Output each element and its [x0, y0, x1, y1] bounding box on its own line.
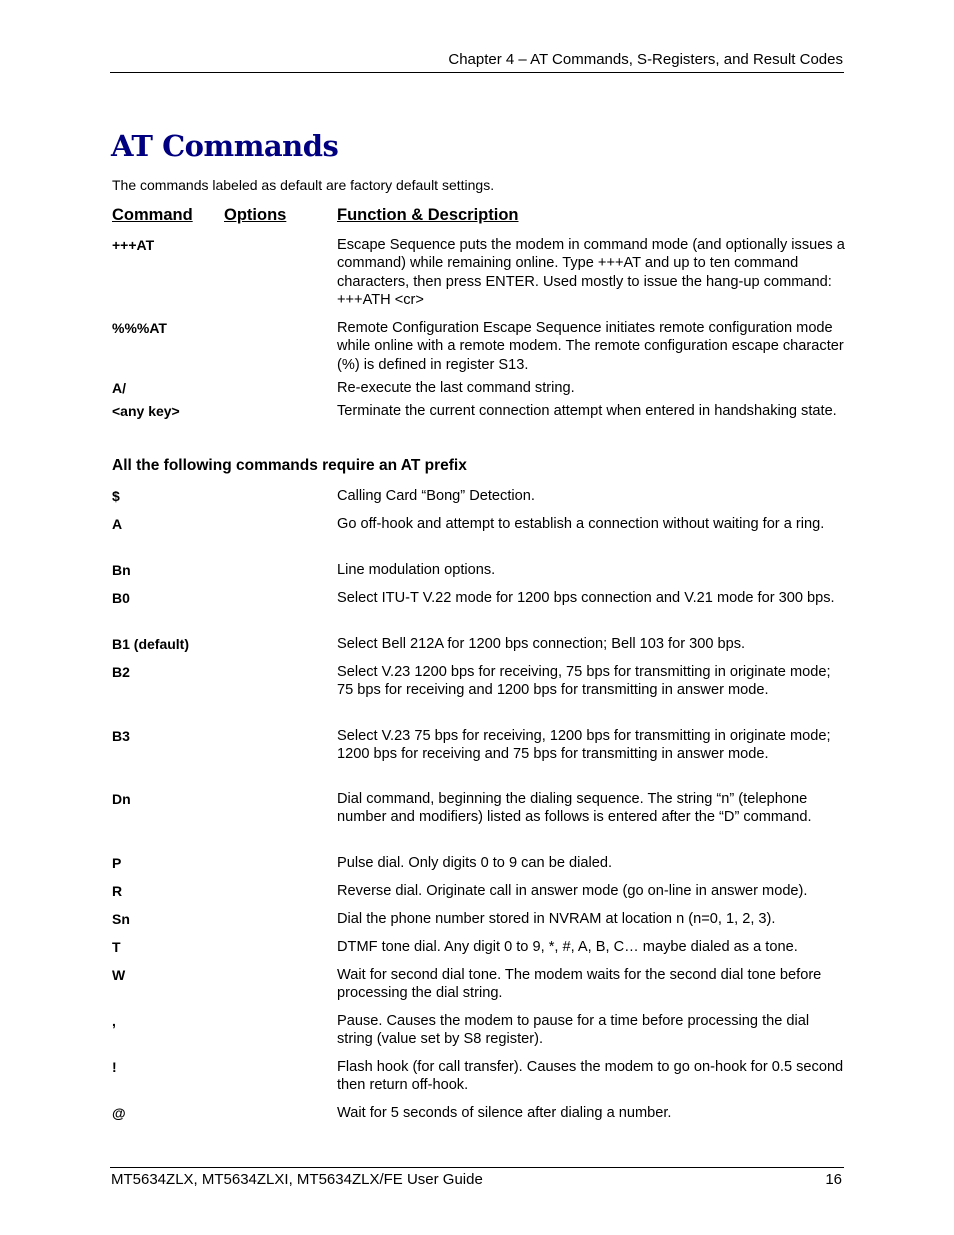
- page-title: AT Commands: [111, 129, 339, 163]
- command-name: <any key>: [112, 403, 180, 419]
- command-name: T: [112, 939, 121, 955]
- command-description: Select ITU-T V.22 mode for 1200 bps connection and V.21 mode for 300 bps.: [337, 590, 835, 606]
- command-description: DTMF tone dial. Any digit 0 to 9, *, #, A, B, C… maybe dialed as a tone.: [337, 939, 798, 955]
- command-name: $: [112, 488, 120, 504]
- command-description: Calling Card “Bong” Detection.: [337, 488, 535, 504]
- command-description: Select V.23 1200 bps for receiving, 75 bps for transmitting in originate mode; 75 bps for receiving and 1200 bps for transmitting in answer mode.: [337, 664, 831, 699]
- command-name: W: [112, 967, 126, 983]
- command-description: Terminate the current connection attempt when entered in handshaking state.: [337, 403, 837, 419]
- command-name: B2: [112, 664, 130, 680]
- running-header: Chapter 4 – AT Commands, S-Registers, and Result Codes: [448, 51, 843, 68]
- command-name: A: [112, 516, 123, 532]
- command-name: B0: [112, 590, 130, 606]
- command-description: Re-execute the last command string.: [337, 380, 575, 396]
- column-header-function: Function & Description: [337, 206, 519, 224]
- command-name: Bn: [112, 562, 131, 578]
- section-heading: All the following commands require an AT prefix: [112, 457, 467, 474]
- command-description: Pause. Causes the modem to pause for a time before processing the dial string (value set by S8 register).: [337, 1013, 810, 1048]
- page-number: 16: [825, 1171, 842, 1188]
- command-description: Wait for 5 seconds of silence after dialing a number.: [337, 1105, 672, 1121]
- command-name: !: [112, 1059, 117, 1075]
- intro-text: The commands labeled as default are factory default settings.: [112, 177, 495, 193]
- command-description: Go off-hook and attempt to establish a connection without waiting for a ring.: [337, 516, 825, 532]
- command-name: ,: [112, 1013, 116, 1029]
- command-description: Remote Configuration Escape Sequence initiates remote configuration mode while online with a remote modem. The remote configuration escape character (%) is defined in register S13.: [337, 320, 844, 373]
- command-description: Escape Sequence puts the modem in command mode (and optionally issues a command) while remaining online. Type +++AT and up to ten command characters, then press ENTER. Used mostly to issue the hang-up command: +++ATH <cr>: [337, 237, 845, 308]
- command-description: Flash hook (for call transfer). Causes the modem to go on-hook for 0.5 second then return off-hook.: [337, 1059, 844, 1094]
- command-description: Select V.23 75 bps for receiving, 1200 bps for transmitting in originate mode; 1200 bps for receiving and 75 bps for transmitting in answer mode.: [337, 728, 831, 763]
- column-header-command: Command: [112, 206, 193, 224]
- command-description: Dial the phone number stored in NVRAM at location n (n=0, 1, 2, 3).: [337, 911, 776, 927]
- command-description: Reverse dial. Originate call in answer mode (go on-line in answer mode).: [337, 883, 808, 899]
- header-rule: [110, 72, 844, 73]
- command-name: @: [112, 1105, 126, 1121]
- command-name: A/: [112, 380, 126, 396]
- column-header-options: Options: [224, 206, 287, 224]
- command-name: Dn: [112, 791, 131, 807]
- command-name: P: [112, 855, 122, 871]
- command-name: Sn: [112, 911, 130, 927]
- footer-rule: [110, 1167, 844, 1168]
- command-name: %%%AT: [112, 320, 167, 336]
- footer-guide-title: MT5634ZLX, MT5634ZLXI, MT5634ZLX/FE User Guide: [111, 1171, 483, 1188]
- command-name: +++AT: [112, 237, 155, 253]
- command-name: R: [112, 883, 123, 899]
- command-description: Select Bell 212A for 1200 bps connection; Bell 103 for 300 bps.: [337, 636, 746, 652]
- command-description: Line modulation options.: [337, 562, 496, 578]
- command-description: Pulse dial. Only digits 0 to 9 can be dialed.: [337, 855, 613, 871]
- command-description: Dial command, beginning the dialing sequence. The string “n” (telephone number and modifiers) listed as follows is entered after the “D” command.: [337, 791, 812, 826]
- command-name: B1 (default): [112, 636, 189, 652]
- command-description: Wait for second dial tone. The modem waits for the second dial tone before processing the dial string.: [337, 967, 822, 1002]
- command-name: B3: [112, 728, 130, 744]
